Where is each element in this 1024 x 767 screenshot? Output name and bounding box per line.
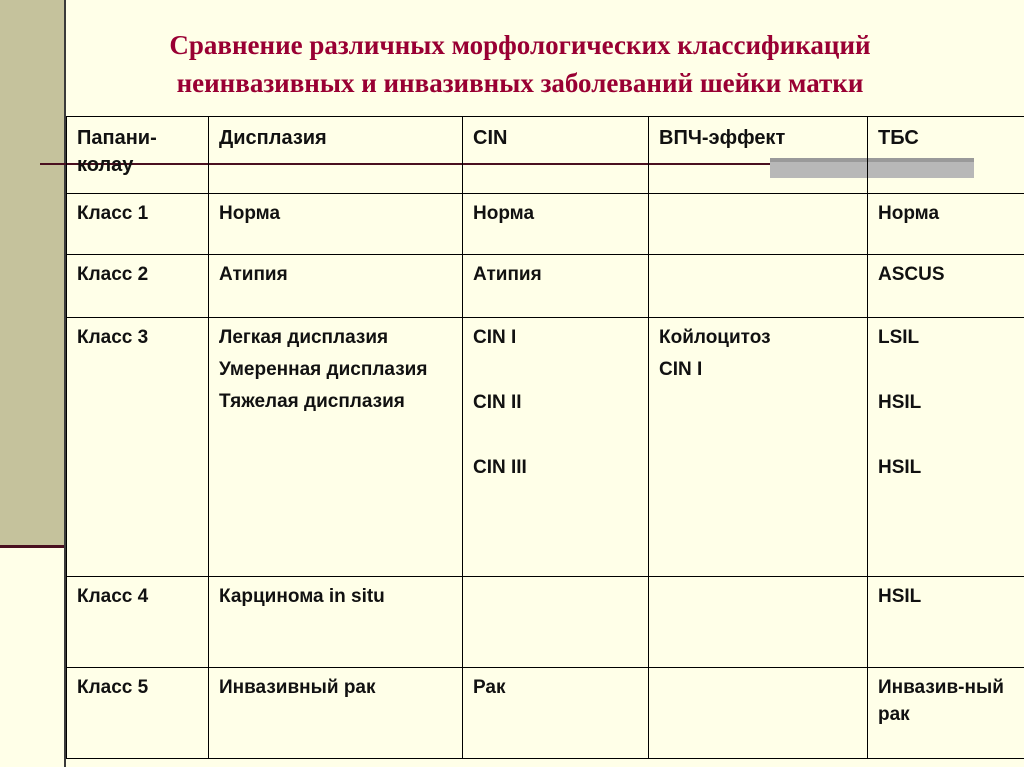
cell-cin: Атипия — [463, 255, 649, 318]
cell-tbs: Норма — [868, 194, 1024, 255]
slide-title-line-1: Сравнение различных морфологических классификаций — [169, 30, 871, 60]
table-header-row — [67, 117, 1024, 194]
cell-tbs — [868, 318, 1024, 577]
header-hpv-effect: ВПЧ-эффект — [649, 117, 868, 194]
cell-hpv — [649, 318, 868, 577]
slide-title — [40, 26, 1000, 102]
dysplasia-mild: Легкая дисплазия — [219, 327, 389, 348]
side-decor-line — [0, 545, 66, 548]
cell-dysplasia: Атипия — [209, 255, 463, 318]
cell-hpv — [649, 668, 868, 759]
cell-papanicolaou: Класс 4 — [67, 577, 209, 668]
cell-cin: Рак — [463, 668, 649, 759]
cell-papanicolaou: Класс 3 — [67, 318, 209, 577]
cell-cin — [463, 318, 649, 577]
cell-dysplasia: Инвазивный рак — [209, 668, 463, 759]
cell-hpv — [649, 194, 868, 255]
header-dysplasia: Дисплазия — [209, 117, 463, 194]
hpv-koilocytosis: Койлоцитоз — [659, 327, 771, 348]
cell-hpv — [649, 577, 868, 668]
table-row — [67, 577, 1024, 668]
cin-1: CIN I — [473, 327, 517, 348]
cell-papanicolaou: Класс 5 — [67, 668, 209, 759]
classification-table — [66, 116, 1024, 759]
dysplasia-moderate: Умеренная дисплазия — [219, 359, 428, 380]
cell-papanicolaou: Класс 2 — [67, 255, 209, 318]
cell-dysplasia — [209, 318, 463, 577]
cell-dysplasia: Норма — [209, 194, 463, 255]
cell-cin: Норма — [463, 194, 649, 255]
slide-title-line-2: неинвазивных и инвазивных заболеваний шейки матки — [176, 68, 864, 98]
cell-tbs: ASCUS — [868, 255, 1024, 318]
cell-dysplasia: Карцинома in situ — [209, 577, 463, 668]
tbs-hsil-1: HSIL — [878, 392, 922, 413]
table-row — [67, 318, 1024, 577]
dysplasia-severe: Тяжелая дисплазия — [219, 391, 405, 412]
tbs-lsil: LSIL — [878, 327, 920, 348]
cell-hpv — [649, 255, 868, 318]
cell-tbs: HSIL — [868, 577, 1024, 668]
table-row — [67, 255, 1024, 318]
cell-cin — [463, 577, 649, 668]
hpv-cin: CIN I — [659, 359, 703, 380]
cell-tbs: Инвазив-ный рак — [868, 668, 1024, 759]
header-tbs: ТБС — [868, 117, 1024, 194]
table-row — [67, 668, 1024, 759]
cell-papanicolaou: Класс 1 — [67, 194, 209, 255]
table-row — [67, 194, 1024, 255]
cin-3: CIN III — [473, 457, 527, 478]
header-papanicolaou: Папани-колау — [67, 117, 209, 194]
tbs-hsil-2: HSIL — [878, 457, 922, 478]
header-cin: CIN — [463, 117, 649, 194]
cin-2: CIN II — [473, 392, 522, 413]
